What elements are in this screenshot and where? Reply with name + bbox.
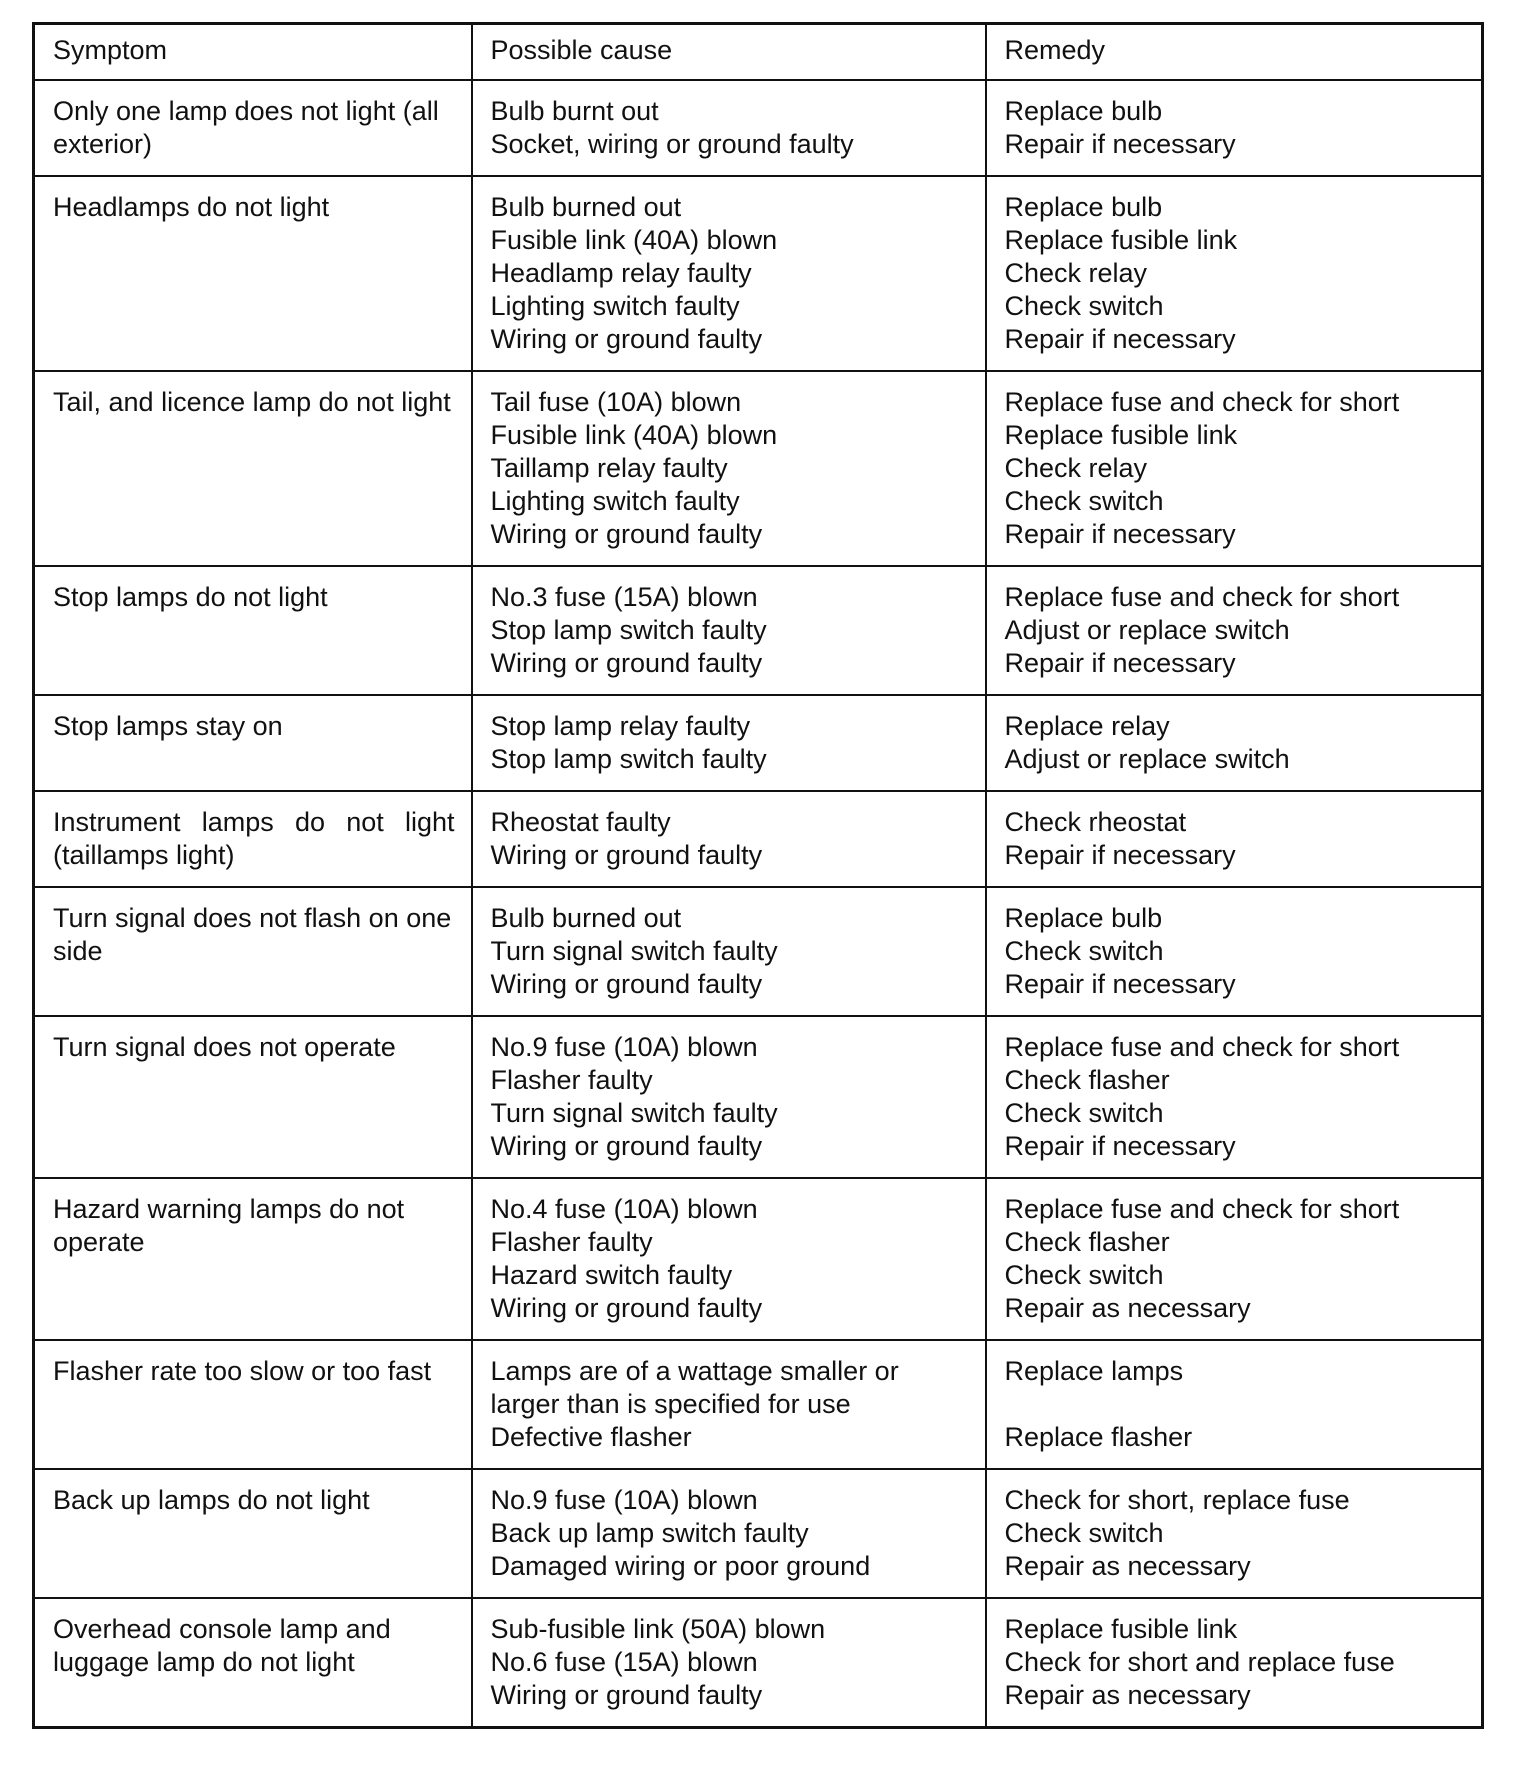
remedy-cell [986,80,1483,176]
symptom-cell [34,1340,472,1469]
remedy-line: Adjust or replace switch [1004,614,1290,645]
remedy-line: Repair if necessary [1004,839,1236,870]
possible-cause-cell [472,1016,986,1178]
possible-cause-cell [472,791,986,887]
table-row [34,791,1483,887]
remedy-line: Adjust or replace switch [1004,743,1290,774]
symptom-text: Only one lamp does not light (all exterior) [53,95,439,159]
cause-line: Taillamp relay faulty [490,452,728,483]
cause-line: No.3 fuse (15A) blown [490,581,758,612]
cause-line: Rheostat faulty [490,806,671,837]
cause-line: Lighting switch faulty [490,485,740,516]
troubleshooting-table [32,22,1484,1729]
remedy-line: Check for short and replace fuse [1004,1646,1395,1677]
remedy-cell [986,1598,1483,1728]
cause-line: Socket, wiring or ground faulty [490,128,854,159]
cause-line: Headlamp relay faulty [490,257,752,288]
remedy-line: Repair if necessary [1004,647,1236,678]
cause-line: Defective flasher [490,1421,692,1452]
symptom-text: Instrument lamps do not light (taillamps light) [53,806,455,870]
symptom-text: Overhead console lamp and luggage lamp do not light [53,1613,391,1677]
cause-line: Stop lamp switch faulty [490,743,767,774]
remedy-cell [986,176,1483,371]
table-body [34,80,1483,1728]
cause-line: Turn signal switch faulty [490,935,778,966]
possible-cause-cell [472,1598,986,1728]
remedy-line: Replace fuse and check for short [1004,386,1400,417]
possible-cause-cell [472,371,986,566]
remedy-line: Replace bulb [1004,191,1163,222]
cause-line: Turn signal switch faulty [490,1097,778,1128]
remedy-cell [986,1469,1483,1598]
remedy-line: Check relay [1004,257,1148,288]
table-row [34,1598,1483,1728]
cause-line: Flasher faulty [490,1226,653,1257]
cause-line: Wiring or ground faulty [490,1130,763,1161]
remedy-line: Repair as necessary [1004,1550,1251,1581]
remedy-line: Repair as necessary [1004,1292,1251,1323]
cause-line: Hazard switch faulty [490,1259,733,1290]
possible-cause-cell [472,566,986,695]
cause-line: Fusible link (40A) blown [490,224,778,255]
table-row [34,1016,1483,1178]
remedy-line: Replace lamps [1004,1355,1184,1386]
symptom-text: Stop lamps stay on [53,710,283,741]
table-header-row [34,24,1483,80]
remedy-line: Replace fuse and check for short [1004,1193,1400,1224]
cause-line: Wiring or ground faulty [490,968,763,999]
remedy-line: Replace fuse and check for short [1004,1031,1400,1062]
symptom-text: Hazard warning lamps do not operate [53,1193,405,1257]
symptom-cell [34,695,472,791]
remedy-line: Replace relay [1004,710,1170,741]
cause-line: Fusible link (40A) blown [490,419,778,450]
cause-line: No.6 fuse (15A) blown [490,1646,758,1677]
symptom-text: Tail, and licence lamp do not light [53,386,451,417]
remedy-cell [986,1340,1483,1469]
remedy-line: Replace fusible link [1004,419,1238,450]
cause-line: No.9 fuse (10A) blown [490,1484,758,1515]
remedy-line: Replace fusible link [1004,224,1238,255]
cause-line: Flasher faulty [490,1064,653,1095]
remedy-cell [986,791,1483,887]
symptom-text: Flasher rate too slow or too fast [53,1355,432,1386]
cause-line: Bulb burnt out [490,95,659,126]
table-row [34,80,1483,176]
symptom-cell [34,1469,472,1598]
cause-line: Wiring or ground faulty [490,518,763,549]
remedy-line: Check switch [1004,1259,1164,1290]
cause-line: Tail fuse (10A) blown [490,386,742,417]
symptom-column-header: Symptom [34,24,472,80]
remedy-line: Replace bulb [1004,902,1163,933]
remedy-line: Check switch [1004,935,1164,966]
table-row [34,371,1483,566]
remedy-line: Replace bulb [1004,95,1163,126]
cause-line: Bulb burned out [490,902,682,933]
symptom-text: Back up lamps do not light [53,1484,370,1515]
symptom-cell [34,566,472,695]
cause-line: Wiring or ground faulty [490,647,763,678]
remedy-line: Check switch [1004,1097,1164,1128]
table-row [34,887,1483,1016]
remedy-line: Replace flasher [1004,1421,1193,1452]
symptom-text: Headlamps do not light [53,191,330,222]
cause-line: Sub-fusible link (50A) blown [490,1613,826,1644]
symptom-text: Turn signal does not flash on one side [53,902,452,966]
symptom-cell [34,176,472,371]
table-row [34,695,1483,791]
symptom-cell [34,1016,472,1178]
symptom-cell [34,1178,472,1340]
remedy-line [1005,1388,1466,1421]
cause-line: Wiring or ground faulty [490,323,763,354]
remedy-line: Repair if necessary [1004,518,1236,549]
remedy-line: Repair if necessary [1004,323,1236,354]
cause-line: Lighting switch faulty [490,290,740,321]
remedy-cell [986,695,1483,791]
remedy-line: Check relay [1004,452,1148,483]
remedy-cell [986,887,1483,1016]
cause-line: Stop lamp relay faulty [490,710,751,741]
possible-cause-cell [472,1178,986,1340]
remedy-line: Check switch [1004,485,1164,516]
remedy-line: Check switch [1004,1517,1164,1548]
cause-line: Back up lamp switch faulty [490,1517,809,1548]
symptom-cell [34,1598,472,1728]
cause-line: Wiring or ground faulty [490,1679,763,1710]
possible-cause-column-header: Possible cause [472,24,986,80]
table-row [34,1178,1483,1340]
table-row [34,1469,1483,1598]
possible-cause-cell [472,1340,986,1469]
cause-line: larger than is specified for use [490,1388,851,1419]
cause-line: Wiring or ground faulty [490,1292,763,1323]
remedy-cell [986,1178,1483,1340]
remedy-line: Repair as necessary [1004,1679,1251,1710]
remedy-line: Check switch [1004,290,1164,321]
possible-cause-cell [472,176,986,371]
symptom-cell [34,887,472,1016]
remedy-line: Repair if necessary [1004,968,1236,999]
symptom-text: Stop lamps do not light [53,581,328,612]
remedy-cell [986,566,1483,695]
remedy-line: Repair if necessary [1004,1130,1236,1161]
troubleshooting-table-container [32,22,1481,1729]
possible-cause-cell [472,80,986,176]
remedy-line: Check for short, replace fuse [1004,1484,1350,1515]
possible-cause-cell [472,1469,986,1598]
remedy-line: Check flasher [1004,1226,1170,1257]
remedy-line: Check flasher [1004,1064,1170,1095]
symptom-cell [34,791,472,887]
remedy-cell [986,1016,1483,1178]
cause-line: No.4 fuse (10A) blown [490,1193,758,1224]
remedy-column-header: Remedy [986,24,1483,80]
remedy-line: Replace fusible link [1004,1613,1238,1644]
symptom-cell [34,80,472,176]
cause-line: Bulb burned out [490,191,682,222]
cause-line: Damaged wiring or poor ground [490,1550,871,1581]
symptom-text: Turn signal does not operate [53,1031,396,1062]
remedy-line: Check rheostat [1004,806,1187,837]
possible-cause-cell [472,695,986,791]
symptom-cell [34,371,472,566]
table-row [34,1340,1483,1469]
remedy-line: Replace fuse and check for short [1004,581,1400,612]
cause-line: Wiring or ground faulty [490,839,763,870]
cause-line: Stop lamp switch faulty [490,614,767,645]
remedy-cell [986,371,1483,566]
table-row [34,566,1483,695]
cause-line: Lamps are of a wattage smaller or [490,1355,899,1386]
table-row [34,176,1483,371]
remedy-line: Repair if necessary [1004,128,1236,159]
possible-cause-cell [472,887,986,1016]
cause-line: No.9 fuse (10A) blown [490,1031,758,1062]
